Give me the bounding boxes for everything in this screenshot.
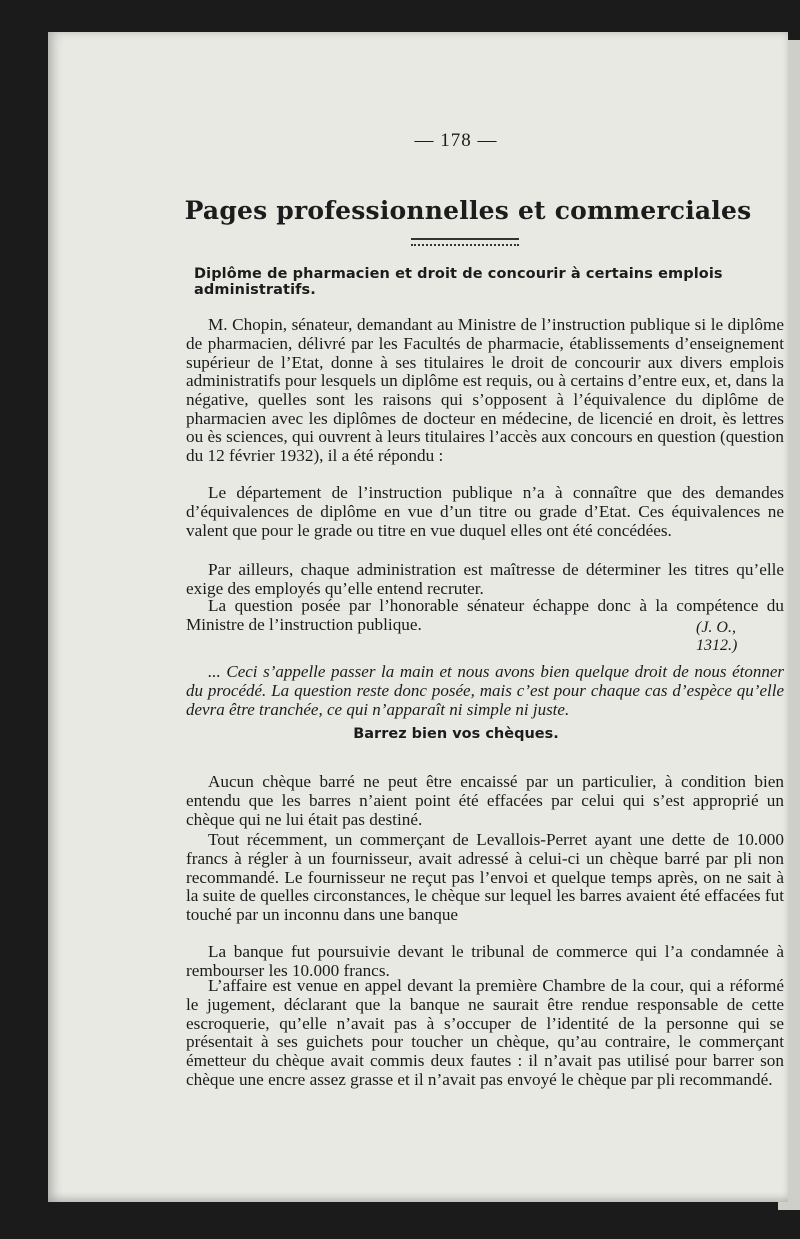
paragraph: M. Chopin, sénateur, demandant au Ministre de l’instruction publique si le diplôme de pharmacien, délivré par les Facultés de pharmacie, établissements d’enseignement supérieur de l’Etat, donne à ses titulaires le droit de concourir aux divers emplois administratifs pour lesquels un diplôme est requis, ou à certains d’entre eux, et, dans la négative, quelles sont les raisons qui s’opposent à l’équivalence du diplôme de pharmacien avec les diplômes de docteur en médecine, de licencié en droit, ès lettres ou ès sciences, qui ouvrent à leurs titulaires l’accès aux concours en question (question du 12 février 1932), il a été répondu : [186, 315, 784, 466]
page-number: — 178 — [414, 130, 498, 151]
paragraph: La banque fut poursuivie devant le tribunal de commerce qui l’a condamnée à rembourser les 10.000 francs. [186, 942, 784, 980]
section-heading-cheques: Barrez bien vos chèques. [353, 726, 559, 742]
paragraph: Aucun chèque barré ne peut être encaissé par un particulier, à condition bien entendu que les barres n’aient point été effacées par celui qui s’est approprié un chèque qui ne lui était pas destiné. [186, 772, 784, 829]
paragraph: Tout récemment, un commerçant de Levallois-Perret ayant une dette de 10.000 francs à régler à un fournisseur, avait adressé à celui-ci un chèque barré par pli non recommandé. Le fournisseur ne reçut pas l’envoi et quelque temps après, on ne sait à la suite de quelles circonstances, le chèque sur lequel les barres avaient été effacées fut touché par un inconnu dans une banque [186, 830, 784, 924]
paragraph: Par ailleurs, chaque administration est maîtresse de déterminer les titres qu’elle exige des employés qu’elle entend recruter. [186, 560, 784, 598]
page [48, 32, 788, 1202]
paragraph: La question posée par l’honorable sénateur échappe donc à la compétence du Ministre de l’instruction publique. [186, 596, 784, 634]
editorial-comment: ... Ceci s’appelle passer la main et nous avons bien quelque droit de nous étonner du procédé. La question reste donc posée, mais c’est pour chaque cas d’espèce qu’elle devra être tranchée, ce qui n’apparaît ni simple ni juste. [186, 662, 784, 719]
paragraph: L’affaire est venue en appel devant la première Chambre de la cour, qui a réformé le jugement, déclarant que la banque ne saurait être rendue responsable de cette escroquerie, qu’elle n’avait pas à s’occuper de l’identité de la personne qui se présentait à ses guichets pour toucher un chèque, qu’au contraire, le commerçant émetteur du chèque avait commis deux fautes : il n’avait pas utilisé pour barrer son chèque une encre assez grasse et il n’avait pas envoyé le chèque par pli recommandé. [186, 976, 784, 1089]
title-divider [411, 238, 519, 246]
citation: (J. O., 1312.) [696, 619, 738, 654]
section-heading-pharmacy: Diplôme de pharmacien et droit de concourir à certains emplois administratifs. [194, 266, 723, 298]
page-title: Pages professionnelles et commerciales [184, 196, 752, 225]
paragraph: Le département de l’instruction publique n’a à connaître que des demandes d’équivalences de diplôme en vue d’un titre ou grade d’Etat. Ces équivalences ne valent que pour le grade ou titre en vue duquel elles ont été concédées. [186, 483, 784, 540]
